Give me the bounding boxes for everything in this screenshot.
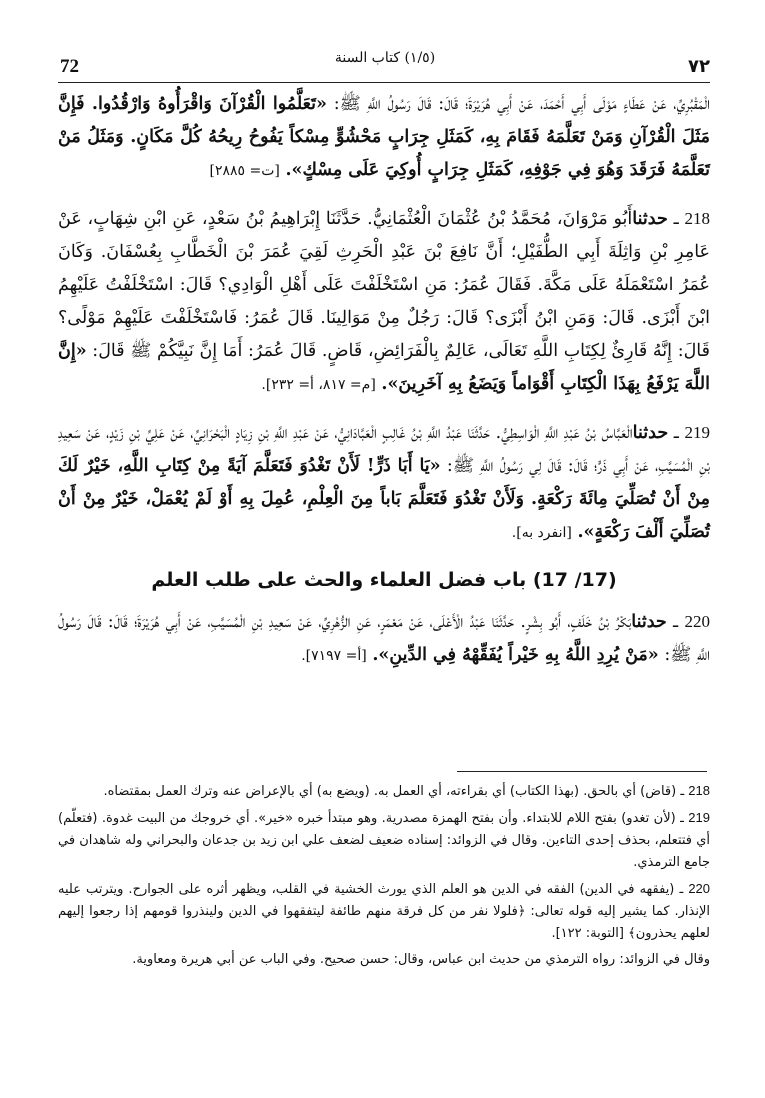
- hadith-reference: [ت= ٢٨٨٥]: [209, 163, 280, 179]
- header-rule: [58, 82, 710, 83]
- page-header: [60, 44, 710, 80]
- footnotes: [58, 780, 710, 975]
- hadith-text: أَبُو مَرْوَانَ، مُحَمَّدُ بْنُ عُثْمَانَ الْعُثْمَانِيُّ. حَدَّثَنَا إِبْرَاهِيمُ بْنُ سَعْدٍ، عَنِ ابْنِ شِهَابٍ، عَنْ عَامِرِ بْنِ وَاثِلَةَ أَبِي الطُّفَيْلِ؛ أَنَّ نَافِعَ بْنَ عَبْدِ الْحَرِثِ لَقِيَ عُمَرَ بْنَ الْخَطَّابِ بِعُسْفَانَ. وَكَانَ عُمَرُ اسْتَعْمَلَهُ عَلَى مَكَّةَ. فَقَالَ عُمَرُ: مَنِ اسْتَخْلَفْتَ عَلَى أَهْلِ الْوَادِي؟ قَالَ: اسْتَخْلَفْتُ عَلَيْهِمُ ابْنَ أَبْزَى. قَالَ: وَمَنِ ابْنُ أَبْزَى؟ قَالَ: رَجُلٌ مِنْ مَوَالِينَا. قَالَ عُمَرُ: فَاسْتَخْلَفْتَ عَلَيْهِمْ مَوْلًى؟ قَالَ: إِنَّهُ قَارِئٌ لِكِتَابِ اللَّهِ تَعَالَى، عَالِمٌ بِالْفَرَائِضِ، قَاضٍ. قَالَ عُمَرُ: أَمَا إِنَّ نَبِيَّكُمْ ﷺ قَالَ:: [58, 209, 710, 361]
- hadith-reference: [م= ٨١٧، أ= ٢٣٢].: [261, 377, 376, 393]
- footnote-rule: [457, 771, 707, 772]
- footnote-number: 220: [688, 881, 711, 896]
- chapter-title: (17/ 17) باب فضل العلماء والحث على طلب العلم: [151, 569, 617, 591]
- hadith-matn: «إِنَّ اللَّهَ يَرْفَعُ بِهَذَا الْكِتَابِ أَقْوَاماً وَيَضَعُ بِهِ آخَرِينَ».: [58, 341, 710, 394]
- footnote-text: (يفقهه في الدين) الفقه في الدين هو العلم الذي يورث الخشية في القلب، ويظهر أثره على الجوارح. ويترتب عليه الإنذار. كما يشير إليه قوله تعالى: ﴿فلولا نفر من كل فرقة منهم طائفة ليتفقهوا في الدين ولينذروا قومهم إذا رجعوا إليهم لعلهم يحذرون﴾ [التوبة: ١٢٢].: [58, 882, 710, 941]
- hadith-separator: ـ: [666, 612, 685, 632]
- hadith-text: الْعَبَّاسُ بْنُ عَبْدِ اللَّهِ الْوَاسِطِيُّ. حَدَّثَنَا عَبْدُ اللَّهِ بْنُ غَالِبٍ الْعَبَّادَانِيُّ، عَنْ عَبْدِ اللَّهِ بْنِ زِيَادٍ الْبَحْرَانِيِّ، عَنْ عَلِيِّ بْنِ زَيْدٍ، عَنْ سَعِيدِ بْنِ الْمُسَيَّبِ، عَنْ أَبِي ذَرٍّ؛ قَالَ: قَالَ لِي رَسُولُ اللَّهِ ﷺ:: [58, 423, 710, 476]
- hadith-217-continuation: [58, 88, 710, 188]
- hadith-matn: «تَعَلَّمُوا الْقُرْآنَ وَاقْرَأُوهُ وَارْقُدُوا. فَإِنَّ مَثَلَ الْقُرْآنِ وَمَنْ تَعَلَّمَهُ فَقَامَ بِهِ، كَمَثَلِ جِرَابٍ مَحْشُوٍّ مِسْكاً يَفُوحُ رِيحُهُ كُلَّ مَكَانٍ. وَمَثَلُ مَنْ تَعَلَّمَهُ فَرَقَدَ وَهُوَ فِي جَوْفِهِ، كَمَثَلِ جِرَابٍ أُوكِيَ عَلَى مِسْكٍ».: [58, 94, 710, 180]
- hadith-218: [58, 202, 710, 402]
- hadith-text: الْمَقْبُرِيِّ، عَنْ عَطَاءٍ مَوْلَى أَبِي أَحْمَدَ، عَنْ أَبِي هُرَيْرَةَ؛ قَالَ: قَالَ رَسُولُ اللَّهِ ﷺ:: [326, 94, 711, 114]
- hadith-separator: ـ: [667, 209, 685, 229]
- footnote-text: (قاض) أي بالحق. (بهذا الكتاب) أي بقراءته، أي العمل به. (ويضع به) أي بالإعراض عنه وترك العمل بمقتضاه.: [103, 784, 677, 799]
- hadith-reference: [أ= ٧١٩٧].: [301, 648, 367, 664]
- hadith-text: بَكْرُ بْنُ خَلَفٍ، أَبُو بِشْرٍ. حَدَّثَنَا عَبْدُ الْأَعْلَى، عَنْ مَعْمَرٍ، عَنِ الزُّهْرِيِّ، عَنْ سَعِيدِ بْنِ الْمُسَيَّبِ، عَنْ أَبِي هُرَيْرَةَ؛ قَالَ: قَالَ رَسُولُ اللَّهِ ﷺ:: [58, 612, 710, 665]
- footnote-text: وقال في الزوائد: رواه الترمذي من حديث ابن عباس، وقال: حسن صحيح. وفي الباب عن أبي هريرة ومعاوية.: [132, 952, 710, 967]
- running-title: (١/٥) كتاب السنة: [334, 50, 436, 66]
- footnote-218: 218 ـ (قاض) أي بالحق. (بهذا الكتاب) أي بقراءته، أي العمل به. (ويضع به) أي بالإعراض عنه وترك العمل بمقتضاه.: [103, 783, 710, 799]
- page-number-latin: 72: [60, 56, 79, 77]
- hadith-219: [58, 416, 710, 550]
- footnote-number: 219: [688, 810, 710, 825]
- main-text: [58, 88, 710, 687]
- hadith-number: 218: [684, 209, 710, 228]
- footnote-number: 218: [688, 783, 710, 798]
- hadith-lead: حدثنا: [632, 423, 669, 443]
- hadith-lead: حدثنا: [631, 612, 667, 632]
- hadith-number: 220: [684, 612, 710, 631]
- hadith-reference: [انفرد به].: [511, 525, 572, 541]
- footnote-220: 220 ـ (يفقهه في الدين) الفقه في الدين هو العلم الذي يورث الخشية في القلب، ويظهر أثره على الجوارح. ويترتب عليه الإنذار. كما يشير إليه قوله تعالى: ﴿فلولا نفر من كل فرقة منهم طائفة ليتفقهوا في الدين ولينذروا قومهم إذا رجعوا إليهم لعلهم يحذرون﴾ [التوبة: ١٢٢].: [58, 881, 711, 941]
- page-number-arabic: ٧٢: [688, 56, 710, 77]
- hadith-number: 219: [684, 423, 710, 442]
- footnote-219: 219 ـ (لأن تغدو) بفتح اللام للابتداء. وأن بفتح الهمزة مصدرية. وهو مبتدأ خبره «خير». أي خروجك من البيت غدوة. (فتعلّم) أي فتتعلم، بحذف إحدى التاءين. وقال في الزوائد: إسناده ضعيف لضعف علي ابن زيد بن جدعان والبحراني وله شاهدان في جامع الترمذي.: [58, 810, 710, 870]
- footnote-220-extra: [58, 949, 710, 971]
- hadith-220: [58, 605, 710, 673]
- footnote-text: (لأن تغدو) بفتح اللام للابتداء. وأن بفتح الهمزة مصدرية. وهو مبتدأ خبره «خير». أي خروجك من البيت غدوة. (فتعلّم) أي فتتعلم، بحذف إحدى التاءين. وقال في الزوائد: إسناده ضعيف لضعف علي ابن زيد بن جدعان والبحراني وله شاهدان في جامع الترمذي.: [58, 811, 710, 870]
- hadith-separator: ـ: [668, 423, 685, 443]
- hadith-lead: حدثنا: [632, 209, 668, 229]
- hadith-matn: «يَا أَبَا ذَرٍّ! لَأَنْ تَغْدُوَ فَتَعَلَّمَ آيَةً مِنْ كِتَابِ اللَّهِ، خَيْرٌ لَكَ مِنْ أَنْ تُصَلِّيَ مِائَةَ رَكْعَةٍ. وَلَأَنْ تَغْدُوَ فَتَعَلَّمَ بَاباً مِنَ الْعِلْمِ، عُمِلَ بِهِ أَوْ لَمْ يُعْمَلْ، خَيْرٌ مِنْ أَنْ تُصَلِّيَ أَلْفَ رَكْعَةٍ».: [58, 456, 710, 542]
- hadith-matn: «مَنْ يُرِدِ اللَّهُ بِهِ خَيْراً يُفَقِّهْهُ فِي الدِّينِ».: [372, 645, 659, 665]
